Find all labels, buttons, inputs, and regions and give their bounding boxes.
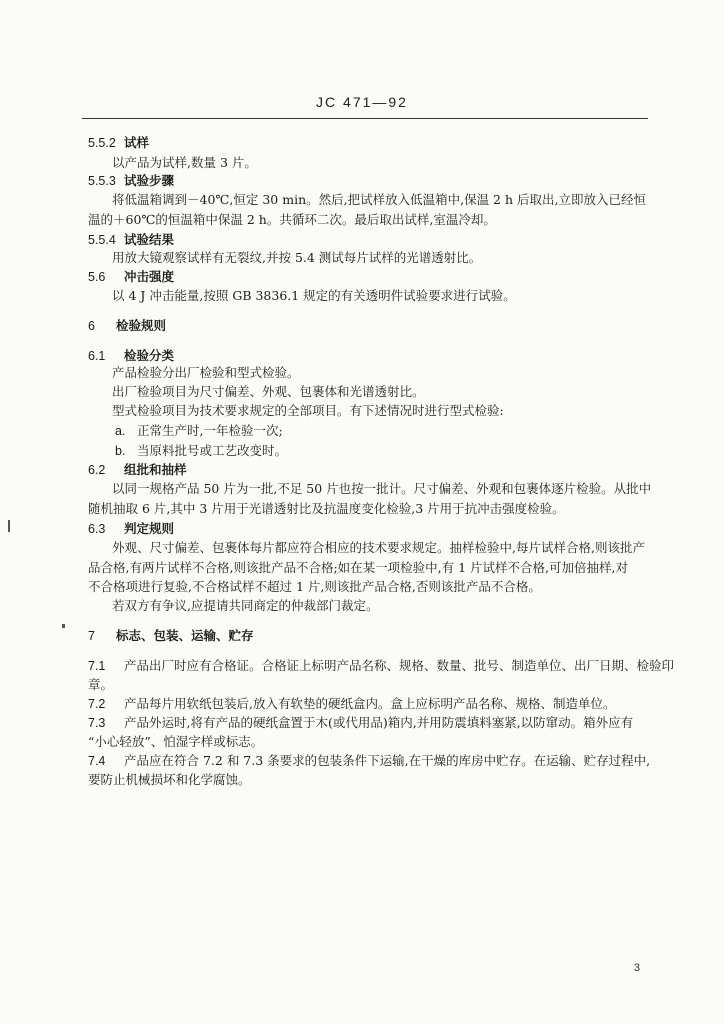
paragraph-continued: 品合格,有两片试样不合格,则该批产品不合格;如在某一项检验中,有 1 片试样不合格,可加倍抽样,对: [88, 560, 628, 575]
list-marker: b.: [115, 444, 126, 458]
section-number: 5.5.3: [88, 174, 116, 188]
section-title: 试验结果: [124, 232, 175, 247]
paragraph-continued: “小心轻放”、怕湿字样或标志。: [88, 734, 264, 749]
section-title: 组批和抽样: [124, 462, 187, 477]
section-6-1-heading: [88, 347, 654, 365]
list-item-text: 正常生产时,一年检验一次;: [137, 423, 283, 438]
list-item-text: 当原料批号或工艺改变时。: [137, 443, 288, 458]
section-number: 5.6: [88, 270, 106, 284]
section-title: 试验步骤: [124, 173, 175, 188]
list-item-b: [115, 442, 654, 460]
clause-7-1: [88, 657, 675, 675]
clause-text: 产品每片用软纸包装后,放入有软垫的硬纸盒内。盒上应标明产品名称、规格、制造单位。: [124, 696, 616, 711]
section-title: 检验规则: [116, 318, 167, 333]
page-number: 3: [633, 962, 640, 974]
clause-text: 产品应在符合 7.2 和 7.3 条要求的包装条件下运输,在干燥的库房中贮存。在运输、贮存过程中,: [124, 753, 651, 768]
paragraph-continued: 随机抽取 6 片,其中 3 片用于光谱透射比及抗温度变化检验,3 片用于抗冲击强度检验。: [88, 501, 565, 516]
clause-text: 产品外运时,将有产品的硬纸盒置于木(或代用品)箱内,并用防震填料塞紧,以防窜动。箱外应有: [124, 715, 634, 730]
clause-7-3: [88, 714, 654, 732]
section-5-5-3-heading: [88, 172, 654, 190]
section-number: 6: [88, 319, 95, 333]
section-6-2-heading: [88, 461, 654, 479]
section-number: 5.5.2: [88, 136, 116, 150]
scan-artifact: [62, 624, 65, 628]
section-5-5-4-heading: [88, 231, 654, 249]
scan-artifact: [8, 520, 10, 532]
section-5-6-heading: [88, 268, 654, 286]
section-number: 7: [88, 629, 95, 643]
section-number: 6.3: [88, 522, 106, 536]
paragraph: 以同一规格产品 50 片为一批,不足 50 片也按一批计。尺寸偏差、外观和包裹体逐片检验。从批中: [112, 481, 652, 496]
paragraph: 外观、尺寸偏差、包裹体每片都应符合相应的技术要求规定。抽样检验中,每片试样合格,则该批产: [112, 540, 645, 555]
clause-7-4: [88, 752, 654, 770]
section-6-heading: [88, 317, 654, 335]
clause-number: 7.2: [88, 697, 106, 711]
section-title: 判定规则: [124, 521, 175, 536]
section-number: 6.2: [88, 463, 106, 477]
list-item-a: [115, 422, 654, 440]
paragraph: 将低温箱调到－40℃,恒定 30 min。然后,把试样放入低温箱中,保温 2 h 后取出,立即放入已经恒: [112, 192, 646, 207]
paragraph: 出厂检验项目为尺寸偏差、外观、包裹体和光谱透射比。: [112, 384, 425, 399]
clause-7-2: [88, 695, 654, 713]
header-rule: [82, 118, 648, 119]
clause-number: 7.1: [88, 659, 106, 673]
paragraph: 以产品为试样,数量 3 片。: [112, 155, 257, 170]
paragraph-continued: 要防止机械损坏和化学腐蚀。: [88, 772, 251, 787]
clause-text: 产品出厂时应有合格证。合格证上标明产品名称、规格、数量、批号、制造单位、出厂日期、检验印: [124, 658, 675, 673]
section-title: 试样: [124, 135, 150, 150]
clause-number: 7.4: [88, 754, 106, 768]
clause-number: 7.3: [88, 716, 106, 730]
section-5-5-2-heading: [88, 134, 654, 152]
paragraph-continued: 章。: [88, 677, 114, 692]
section-title: 标志、包装、运输、贮存: [116, 628, 254, 643]
section-number: 5.5.4: [88, 233, 116, 247]
section-6-3-heading: [88, 520, 654, 538]
section-title: 检验分类: [124, 348, 175, 363]
list-marker: a.: [115, 424, 126, 438]
paragraph: 用放大镜观察试样有无裂纹,并按 5.4 测试每片试样的光谱透射比。: [112, 250, 482, 265]
paragraph-continued: 不合格项进行复验,不合格试样不超过 1 片,则该批产品合格,否则该批产品不合格。: [88, 579, 541, 594]
paragraph: 若双方有争议,应提请共同商定的仲裁部门裁定。: [112, 598, 379, 613]
paragraph-continued: 温的＋60℃的恒温箱中保温 2 h。共循环二次。最后取出试样,室温冷却。: [88, 212, 496, 227]
paragraph: 以 4 J 冲击能量,按照 GB 3836.1 规定的有关透明件试验要求进行试验。: [112, 288, 516, 303]
section-number: 6.1: [88, 349, 106, 363]
standard-number-header: JC 471—92: [316, 94, 408, 110]
paragraph: 产品检验分出厂检验和型式检验。: [112, 365, 300, 380]
section-title: 冲击强度: [124, 269, 175, 284]
paragraph: 型式检验项目为技术要求规定的全部项目。有下述情况时进行型式检验:: [112, 403, 504, 418]
section-7-heading: [88, 627, 654, 645]
